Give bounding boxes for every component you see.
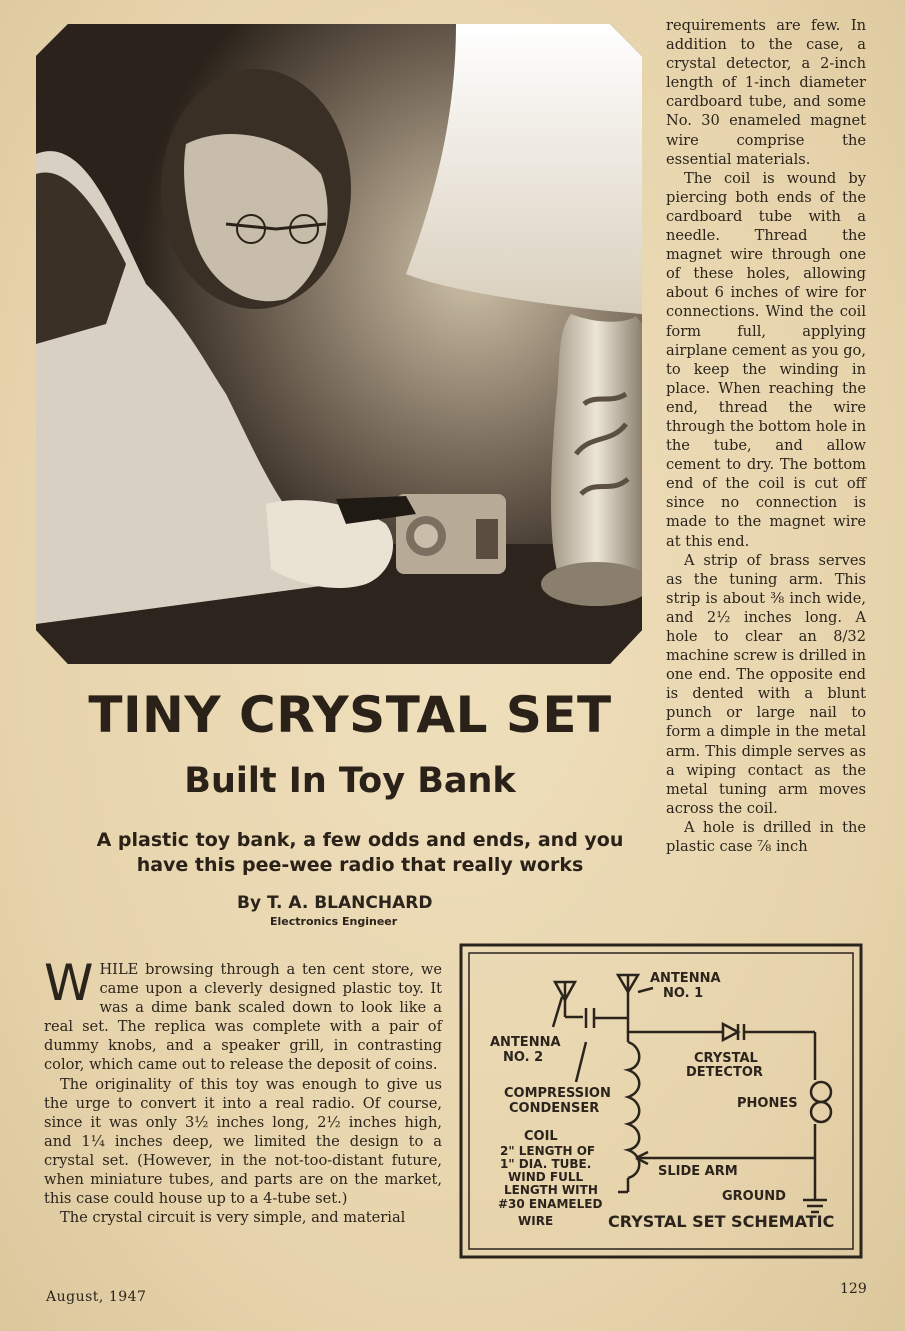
- right-paragraph: A strip of brass serves as the tuning arm. This strip is about ⅜ inch wide, and 2½ inches long. A hole to clear an 8/32 machine screw is drilled in one end. The opposite end is dented with a blunt punch or large nail to form a dimple in the metal arm. This dimple serves as a wiping contact as the metal tuning arm moves across the coil.: [666, 551, 866, 817]
- phones-label: PHONES: [737, 1096, 798, 1111]
- article-photo: [36, 24, 642, 664]
- schematic-caption: CRYSTAL SET SCHEMATIC: [608, 1212, 835, 1231]
- author-credit: Electronics Engineer: [270, 915, 398, 928]
- condenser-label-2: CONDENSER: [509, 1101, 600, 1116]
- crystal-set-schematic: [458, 942, 864, 1260]
- condenser-label-1: COMPRESSION: [504, 1086, 611, 1101]
- coil-desc-line: #30 ENAMELED: [498, 1197, 603, 1211]
- crystal-label-2: DETECTOR: [686, 1065, 763, 1080]
- left-paragraph: The originality of this toy was enough to give us the urge to convert it into a real radio. Of course, since it was only 3½ inches long, 2½ inches high, and 1¼ inches deep, we limited the design to a crystal set. (However, in the not-too-distant future, when miniature tubes, and parts are on the market, this case could house up to a 4-tube set.): [44, 1075, 442, 1208]
- right-paragraph: A hole is drilled in the plastic case ⅞ inch: [666, 818, 866, 856]
- coil-desc-line: 2" LENGTH OF: [500, 1144, 596, 1158]
- coil-desc-line: LENGTH WITH: [504, 1183, 598, 1197]
- issue-date: August, 1947: [46, 1289, 147, 1305]
- right-paragraph: requirements are few. In addition to the case, a crystal detector, a 2-inch length of 1-inch diameter cardboard tube, and some No. 30 enameled magnet wire comprise the essential materials.: [666, 17, 866, 168]
- coil-desc-line: WIRE: [518, 1214, 554, 1228]
- antenna-2-number: NO. 2: [503, 1050, 544, 1065]
- byline: By T. A. BLANCHARD: [237, 893, 433, 913]
- left-paragraph: [44, 954, 442, 1075]
- deck-line: A plastic toy bank, a few odds and ends, and you: [96, 829, 624, 851]
- antenna-1-label: ANTENNA: [650, 971, 721, 986]
- ground-label: GROUND: [722, 1189, 786, 1204]
- coil-label: COIL: [524, 1129, 558, 1144]
- antenna-2-label: ANTENNA: [490, 1035, 561, 1050]
- deck-line: have this pee-wee radio that really works: [136, 854, 584, 876]
- article-subtitle: Built In Toy Bank: [184, 761, 516, 801]
- left-paragraph-text: HILE browsing through a ten cent store, we came upon a cleverly designed plastic toy. It was a dime bank scaled down to look like a real set. The replica was complete with a pair of dummy knobs, and a speaker grill, in contrasting color, which came out to release the deposit of coins.: [44, 961, 442, 1074]
- left-paragraph: The crystal circuit is very simple, and material: [60, 1209, 406, 1227]
- drop-cap: W: [44, 954, 94, 1012]
- article-deck: [60, 828, 660, 878]
- crystal-label-1: CRYSTAL: [694, 1051, 758, 1066]
- left-column: [44, 954, 442, 1227]
- right-column: [666, 16, 866, 856]
- right-paragraph: The coil is wound by piercing both ends of the cardboard tube with a needle. Thread the magnet wire through one of these holes, allowing about 6 inches of wire for connections. Wind the coil form full, applying airplane cement as you go, to keep the winding in place. When reaching the end, thread the wire through the bottom hole in the tube, and allow cement to dry. The bottom end of the coil is cut off since no connection is made to the magnet wire at this end.: [666, 169, 866, 550]
- coil-desc-line: 1" DIA. TUBE.: [500, 1157, 592, 1171]
- antenna-1-number: NO. 1: [663, 986, 704, 1001]
- page-number: 129: [840, 1281, 867, 1297]
- slide-arm-label: SLIDE ARM: [658, 1164, 738, 1179]
- coil-desc-line: WIND FULL: [508, 1170, 584, 1184]
- article-title: TINY CRYSTAL SET: [88, 686, 612, 744]
